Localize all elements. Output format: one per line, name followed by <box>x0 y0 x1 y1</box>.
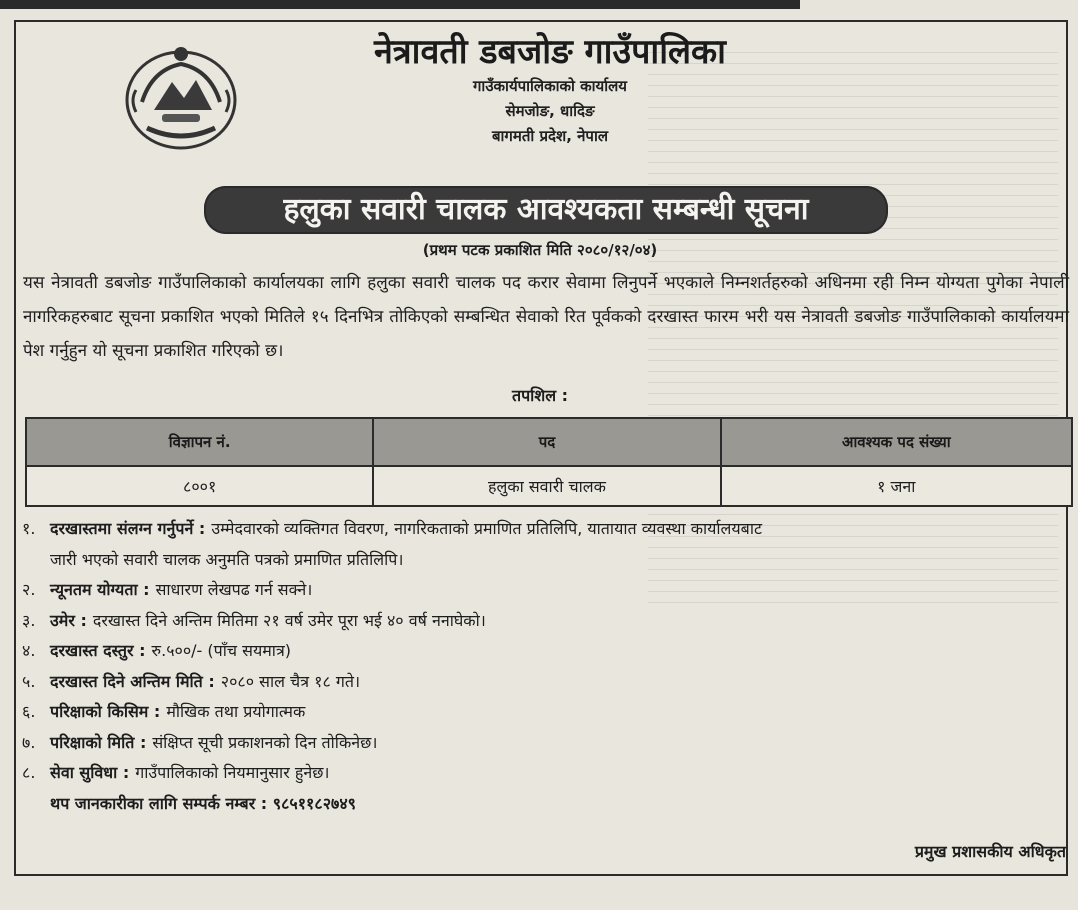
condition-continuation: जारी भएको सवारी चालक अनुमति पत्रको प्रमाणित प्रतिलिपि। <box>50 549 404 569</box>
office-header <box>260 30 840 149</box>
condition-label: दरखास्त दस्तुर : <box>50 641 146 660</box>
condition-number: ८. <box>22 763 36 782</box>
signatory-title: प्रमुख प्रशासकीय अधिकृत <box>914 842 1066 861</box>
header-post: पद <box>373 418 720 466</box>
condition-text: दरखास्त दिने अन्तिम मितिमा २१ वर्ष उमेर पूरा भई ४० वर्ष ननाघेको। <box>92 610 486 630</box>
condition-label: दरखास्त दिने अन्तिम मिति : <box>50 671 215 691</box>
vacancy-table <box>25 417 1073 507</box>
condition-item <box>22 514 1072 545</box>
condition-number: ७. <box>22 732 36 752</box>
table-header-row <box>26 418 1072 466</box>
publication-date: (प्रथम पटक प्रकाशित मिति २०८०/१२/०४) <box>422 241 658 259</box>
details-heading: तपशिल : <box>511 386 569 405</box>
condition-number: ५. <box>22 671 36 691</box>
condition-number: ६. <box>22 702 36 721</box>
condition-text: २०८० साल चैत्र १८ गते। <box>220 671 361 691</box>
condition-text: रु.५००/- (पाँच सयमात्र) <box>151 641 292 660</box>
office-province: बागमती प्रदेश, नेपाल <box>491 127 609 145</box>
cell-ad-number: ८००१ <box>26 466 373 506</box>
condition-label: सेवा सुविधा : <box>50 763 130 782</box>
condition-label: उमेर : <box>50 610 87 630</box>
condition-item <box>22 667 1072 698</box>
office-address: सेमजोङ, धादिङ <box>505 102 595 120</box>
condition-number: १. <box>22 519 36 538</box>
condition-label: न्यूनतम योग्यता : <box>50 580 150 599</box>
condition-number: २. <box>22 580 36 599</box>
condition-label: परिक्षाको मिति : <box>50 732 147 752</box>
municipality-title: नेत्रावती डबजोङ गाउँपालिका <box>374 32 726 72</box>
condition-text: संक्षिप्त सूची प्रकाशनको दिन तोकिनेछ। <box>152 732 378 752</box>
table-row <box>26 466 1072 506</box>
condition-item <box>22 636 1072 667</box>
condition-text: गाउँपालिकाको नियमानुसार हुनेछ। <box>135 763 330 782</box>
condition-label: परिक्षाको किसिम : <box>50 702 161 721</box>
condition-item <box>22 697 1072 728</box>
condition-text: मौखिक तथा प्रयोगात्मक <box>166 702 306 721</box>
office-name: गाउँकार्यपालिकाको कार्यालय <box>472 77 627 95</box>
notice-banner-title: हलुका सवारी चालक आवश्यकता सम्बन्धी सूचना <box>204 186 888 234</box>
condition-item <box>22 606 1072 637</box>
condition-text: उम्मेदवारको व्यक्तिगत विवरण, नागरिकताको प्रमाणित प्रतिलिपि, यातायात व्यवस्था कार्यालयबाट <box>211 519 763 538</box>
contact-number: थप जानकारीका लागि सम्पर्क नम्बर : ९८५११८२७४९ <box>50 793 356 813</box>
condition-number: ४. <box>22 641 36 660</box>
cell-post: हलुका सवारी चालक <box>373 466 720 506</box>
nepal-emblem-icon <box>122 40 240 152</box>
conditions-list <box>22 514 1072 819</box>
header-ad-number: विज्ञापन नं. <box>26 418 373 466</box>
condition-number: ३. <box>22 610 36 630</box>
condition-item <box>22 728 1072 759</box>
condition-item <box>22 575 1072 606</box>
header-required-count: आवश्यक पद संख्या <box>721 418 1072 466</box>
condition-label: दरखास्तमा संलग्न गर्नुपर्ने : <box>50 519 206 538</box>
intro-paragraph: यस नेत्रावती डबजोङ गाउँपालिकाको कार्यालयका लागि हलुका सवारी चालक पद करार सेवामा लिनुपर्ने भएकाले निम्नशर्तहरुको अधिनमा रही निम्न योग्यता पुगेका नेपाली नागरिकहरुबाट सूचना प्रकाशित भएको मितिले १५ दिनभित्र तोकिएको सम्बन्धित सेवाको रित पूर्वकको दरखास्त फारम भरी यस नेत्रावती डबजोङ गाउँपालिकाको कार्यालयमा पेश गर्नुहुन यो सूचना प्रकाशित गरिएको छ। <box>23 273 1069 361</box>
condition-item <box>22 758 1072 789</box>
cell-required-count: १ जना <box>721 466 1072 506</box>
top-border-strip <box>0 0 800 9</box>
condition-text: साधारण लेखपढ गर्न सक्ने। <box>155 580 313 599</box>
